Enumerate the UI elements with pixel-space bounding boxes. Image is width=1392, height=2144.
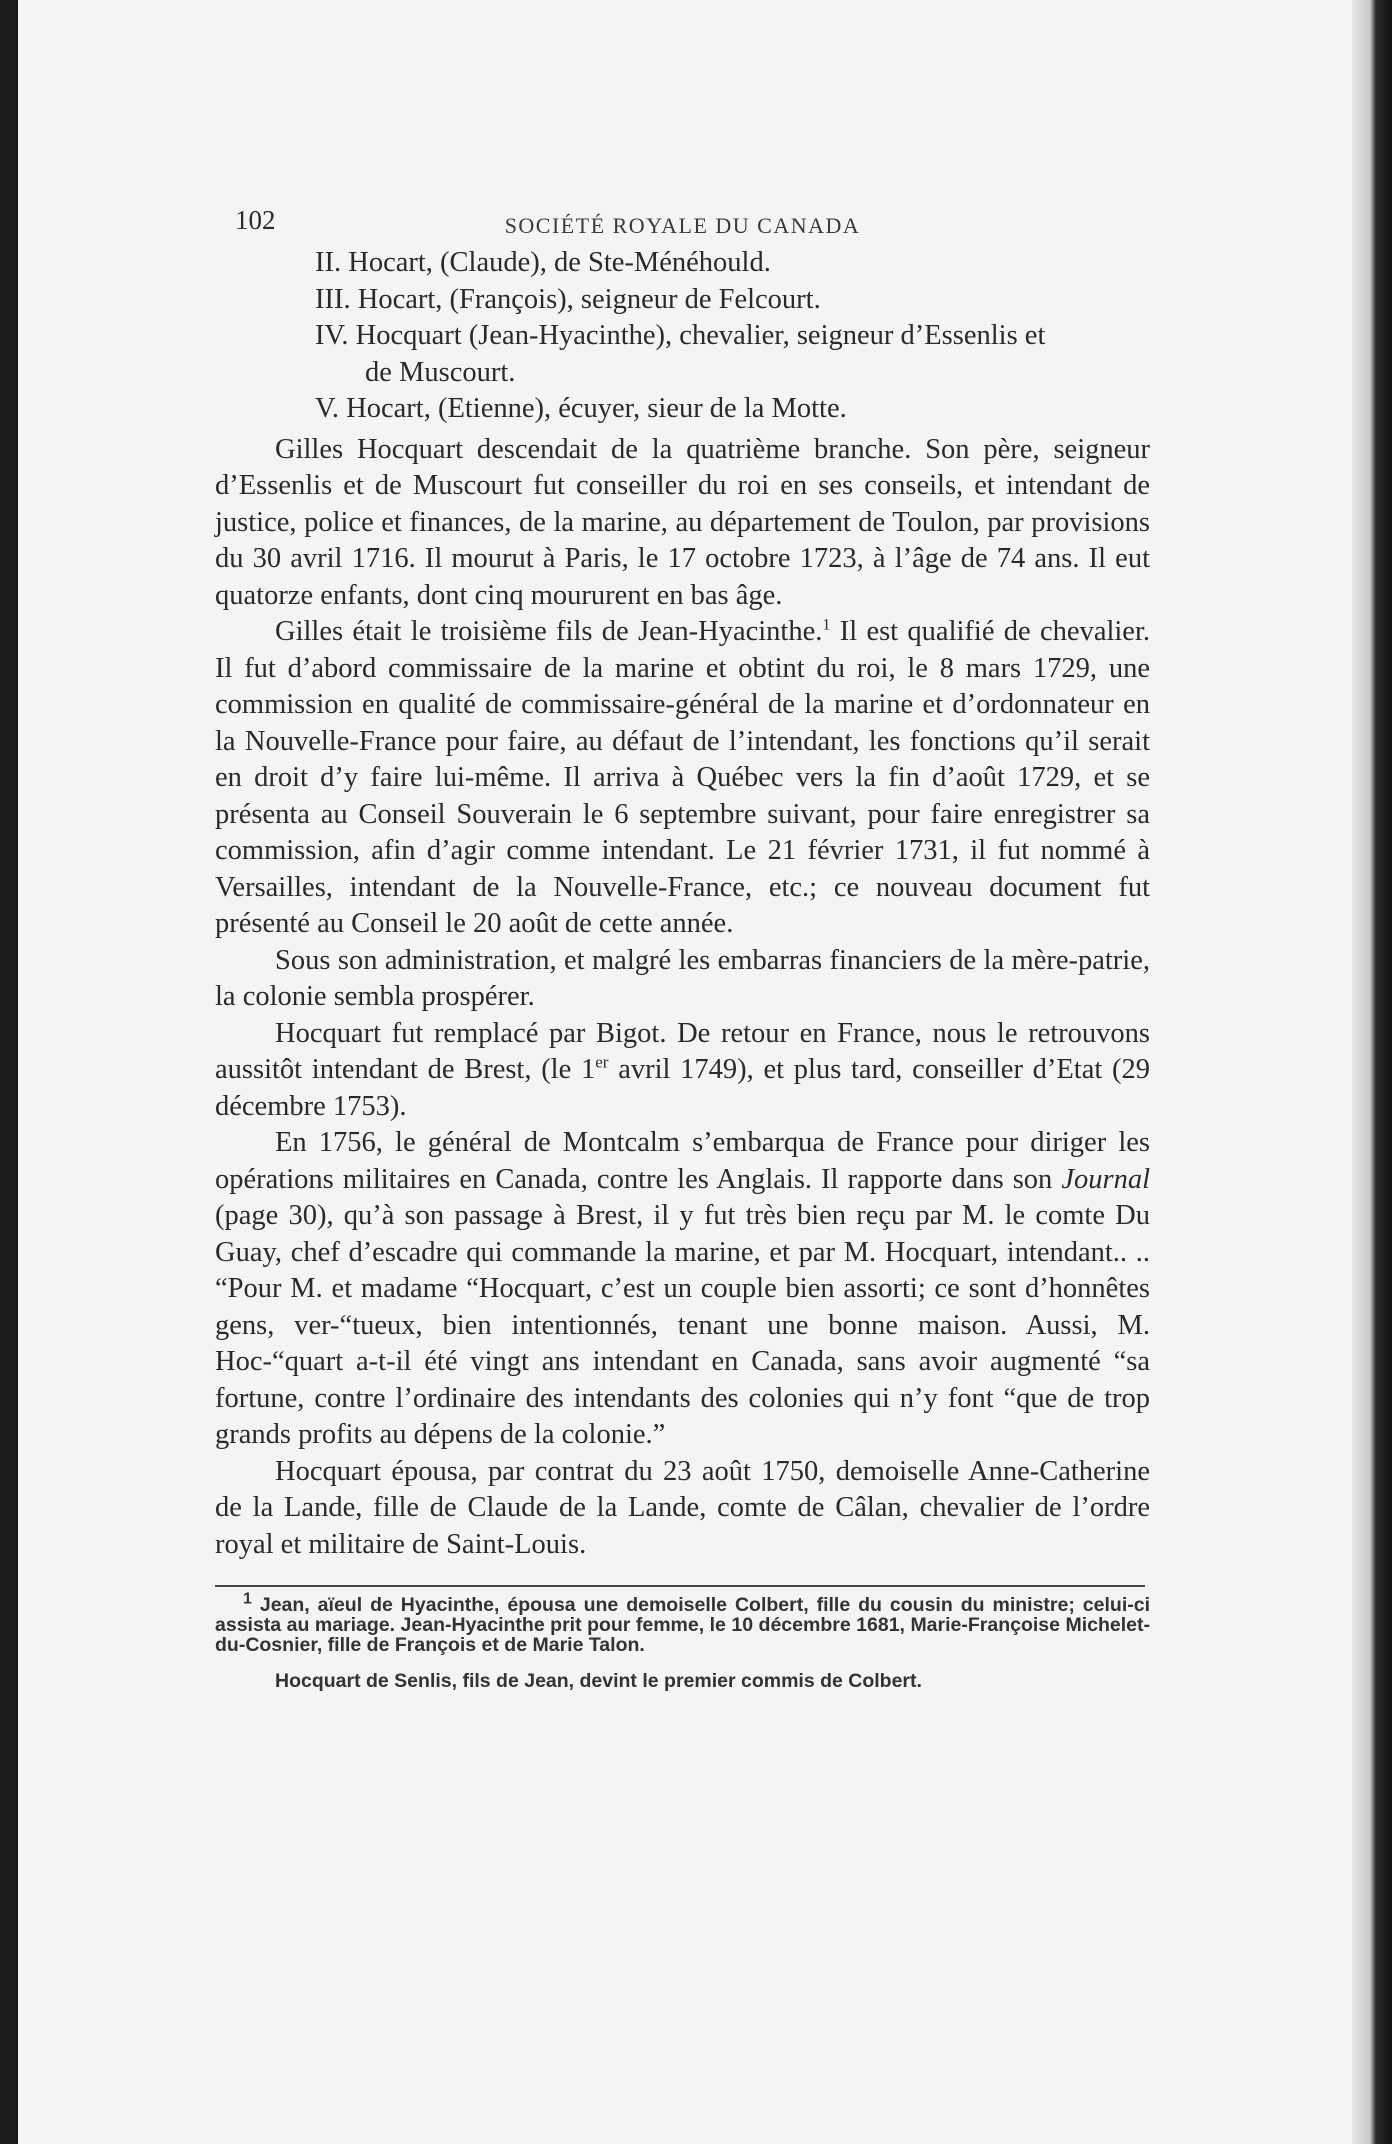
paragraph-lineage: Gilles Hocquart descendait de la quatrième branche. Son père, seigneur d’Essenlis et de Muscourt fut conseiller du roi en ses conseils, et intendant de justice, police et finances, de la marine, au département de Toulon, par provisions du 30 avril 1716. Il mourut à Paris, le 17 octobre 1723, à l’âge de 74 ans. Il eut quatorze enfants, dont cinq moururent en bas âge. bbox=[215, 433, 1150, 611]
paragraph-administration: Sous son administration, et malgré les embarras financiers de la mère-patrie, la colonie sembla prospérer. bbox=[215, 944, 1150, 1012]
paragraph-career bbox=[215, 614, 1150, 943]
footnote-2: Hocquart de Senlis, fils de Jean, devint le premier commis de Colbert. bbox=[275, 1670, 922, 1692]
paragraph-montcalm bbox=[215, 1125, 1150, 1454]
genealogy-item bbox=[215, 391, 1150, 428]
footnote-marker: 1 bbox=[243, 1590, 252, 1608]
genealogy-text: Hocart, (Claude), de Ste-Ménéhould. bbox=[348, 247, 771, 278]
paragraph-career-rest: Il est qualifié de chevalier. Il fut d’abord commissaire de la marine et obtint du roi, le 8 mars 1729, une commission en qualité de commissaire-général de la marine et d’ordonnateur en la Nouvelle-France pour faire, au défaut de l’intendant, les fonctions qu’il serait en droit d’y faire lui-même. Il arriva à Québec vers la fin d’août 1729, et se présenta au Conseil Souverain le 6 septembre suivant, pour faire enregistrer sa commission, afin d’agir comme intendant. Le 21 février 1731, il fut nommé à Versailles, intendant de la Nouvelle-France, etc.; ce nouveau document fut présenté au Conseil le 20 août de cette année. bbox=[215, 616, 1150, 939]
paragraph-succession-start: Hocquart fut remplacé par Bigot. De retour en France, nous le retrouvons aussitôt intendant de Brest, (le 1 bbox=[215, 1017, 1150, 1085]
footnote-1 bbox=[215, 1590, 1150, 1656]
genealogy-item bbox=[215, 245, 1150, 282]
genealogy-continuation: de Muscourt. bbox=[365, 356, 516, 388]
page-number: 102 bbox=[235, 205, 276, 235]
footnotes bbox=[215, 1590, 1150, 1692]
running-head bbox=[215, 195, 1150, 245]
paragraph-marriage: Hocquart épousa, par contrat du 23 août 1750, demoiselle Anne-Catherine de la Lande, fille de Claude de la Lande, comte de Câlan, chevalier de l’ordre royal et militaire de Saint-Louis. bbox=[215, 1455, 1150, 1560]
genealogy-text: Hocquart (Jean-Hyacinthe), chevalier, seigneur d’Essenlis et bbox=[355, 320, 1046, 351]
paragraph-montcalm-start: En 1756, le général de Montcalm s’embarqua de France pour diriger les opérations militaires en Canada, contre les Anglais. Il rapporte dans son bbox=[215, 1127, 1150, 1195]
journal-title: Journal bbox=[1061, 1163, 1150, 1195]
book-page bbox=[215, 195, 1150, 1691]
genealogy-numeral: IV. bbox=[315, 320, 349, 351]
genealogy-numeral: II. bbox=[315, 247, 342, 278]
footnote-divider bbox=[215, 1585, 1145, 1587]
genealogy-text: Hocart, (Etienne), écuyer, sieur de la Motte. bbox=[346, 393, 847, 424]
genealogy-item bbox=[215, 282, 1150, 319]
body-text bbox=[215, 245, 1150, 1563]
footnote-reference: 1 bbox=[822, 616, 831, 634]
footnote-1-text: Jean, aïeul de Hyacinthe, épousa une demoiselle Colbert, fille du cousin du ministre; celui-ci assista au mariage. Jean-Hyacinthe prit pour femme, le 10 décembre 1681, Marie-Françoise Michelet-du-Cosnier, fille de François et de Marie Talon. bbox=[215, 1594, 1150, 1656]
paragraph-succession bbox=[215, 1016, 1150, 1126]
ordinal-superscript: er bbox=[595, 1052, 609, 1072]
gutter-shadow bbox=[1352, 0, 1392, 2144]
genealogy-numeral: V. bbox=[315, 393, 340, 424]
genealogy-numeral: III. bbox=[315, 283, 351, 315]
genealogy-text: Hocart, (François), seigneur de Felcourt. bbox=[357, 283, 821, 315]
paragraph-succession-rest: avril 1749), et plus tard, conseiller d’Etat (29 décembre 1753). bbox=[215, 1054, 1150, 1122]
running-title: SOCIÉTÉ ROYALE DU CANADA bbox=[504, 213, 861, 238]
paragraph-montcalm-rest: (page 30), qu’à son passage à Brest, il y fut très bien reçu par M. le comte Du Guay, chef d’escadre qui commande la marine, et par M. Hocquart, intendant.. .. “Pour M. et madame “Hocquart, c’est un couple bien assorti; ce sont d’honnêtes gens, ver-“tueux, bien intentionnés, tenant une bonne maison. Aussi, M. Hoc-“quart a-t-il été vingt ans intendant en Canada, sans avoir augmenté “sa fortune, contre l’ordinaire des intendants des colonies qui n’y font “que de trop grands profits au dépens de la colonie.” bbox=[215, 1200, 1150, 1450]
paragraph-career-start: Gilles était le troisième fils de Jean-Hyacinthe. bbox=[275, 616, 823, 647]
genealogy-item bbox=[215, 318, 1150, 391]
